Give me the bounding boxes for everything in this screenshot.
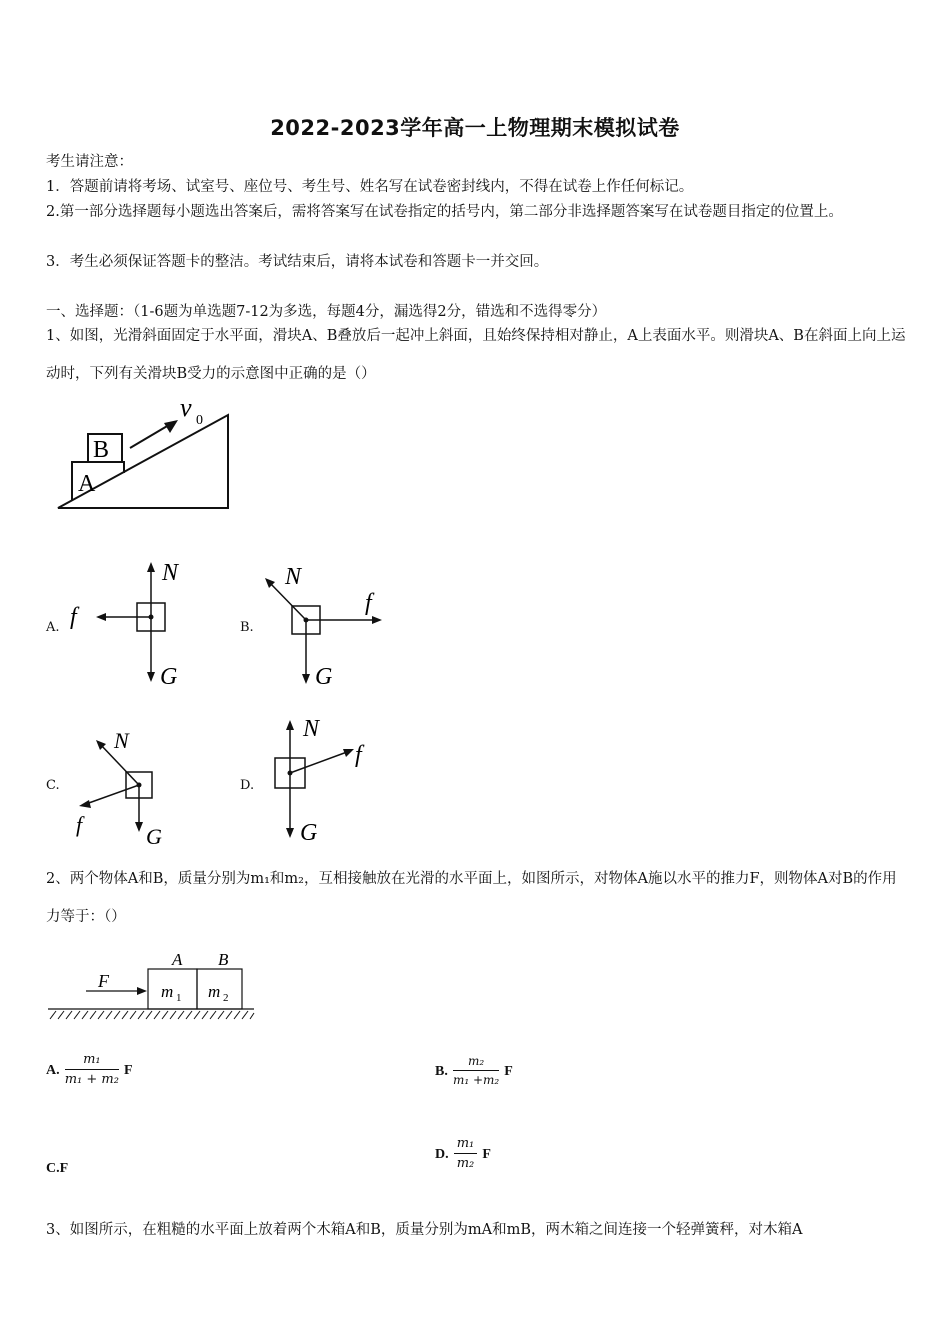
question-3-text: 3、如图所示，在粗糙的水平面上放着两个木箱A和B，质量分别为mA和mB，两木箱之间连接一个轻弹簧秤，对木箱A bbox=[46, 1222, 803, 1238]
fraction bbox=[65, 1052, 119, 1087]
velocity-subscript: 0 bbox=[196, 413, 203, 428]
option-suffix: F bbox=[482, 1147, 491, 1162]
notice-item-1: 1．答题前请将考场、试室号、座位号、考生号、姓名写在试卷密封线内，不得在试卷上作任何标记。 bbox=[46, 179, 694, 195]
fraction-numerator: m₁ bbox=[65, 1052, 119, 1070]
q1-option-c-diagram bbox=[62, 722, 202, 852]
q1-option-b-label: B. bbox=[240, 620, 254, 635]
force-f-label: f bbox=[365, 590, 372, 616]
q1-option-d-label: D. bbox=[240, 778, 255, 793]
fraction-numerator: m₂ bbox=[453, 1054, 499, 1071]
question-1-text: 1、如图，光滑斜面固定于水平面，滑块A、B叠放后一起冲上斜面，且始终保持相对静止，A上表面水平。则滑块A、B在斜面上向上运动时，下列有关滑块B受力的示意图中正确的是（） bbox=[46, 328, 906, 382]
q2-option-b bbox=[435, 1054, 513, 1087]
force-f-label: f bbox=[76, 812, 83, 837]
q1-option-a-label: A. bbox=[46, 620, 60, 635]
option-label: A. bbox=[46, 1063, 60, 1078]
q1-option-c-label: C. bbox=[46, 778, 60, 793]
option-suffix: F bbox=[124, 1063, 133, 1078]
force-g-label: G bbox=[315, 664, 333, 690]
mass-b-label: m bbox=[208, 982, 221, 1001]
q2-option-c: C.F bbox=[46, 1161, 69, 1176]
fraction-numerator: m₁ bbox=[454, 1136, 478, 1154]
force-n-label: N bbox=[162, 560, 179, 586]
q2-option-a bbox=[46, 1052, 133, 1087]
q1-option-b-diagram bbox=[255, 558, 395, 693]
force-g-label: G bbox=[146, 824, 162, 849]
force-g-label: G bbox=[160, 664, 178, 690]
q1-option-d-diagram bbox=[255, 712, 395, 847]
block-a-label: A bbox=[78, 471, 96, 497]
force-n-label: N bbox=[114, 728, 129, 753]
notice-heading: 考生请注意： bbox=[46, 154, 133, 170]
block-a-label: A bbox=[172, 950, 183, 969]
force-f-label: F bbox=[98, 971, 109, 991]
option-label: D. bbox=[435, 1147, 449, 1162]
force-n-label: N bbox=[285, 564, 302, 590]
force-n-label: N bbox=[303, 716, 320, 742]
blocks-on-surface-figure bbox=[46, 945, 261, 1030]
force-f-label: f bbox=[355, 742, 362, 768]
notice-item-2: 2.第一部分选择题每小题选出答案后，需将答案写在试卷指定的括号内，第二部分非选择题答案写在试卷题目指定的位置上。 bbox=[46, 204, 843, 220]
fraction-denominator: m₂ bbox=[456, 1156, 475, 1171]
velocity-label: v bbox=[180, 393, 192, 422]
fraction-denominator: m₁ +m₂ bbox=[452, 1073, 500, 1087]
option-suffix: F bbox=[504, 1064, 513, 1079]
incline-figure bbox=[50, 390, 240, 515]
block-b-label: B bbox=[218, 950, 229, 969]
page-title: 2022-2023学年高一上物理期末模拟试卷 bbox=[270, 116, 680, 140]
option-label: B. bbox=[435, 1064, 448, 1079]
fraction bbox=[454, 1136, 478, 1171]
q1-option-a-diagram bbox=[62, 558, 202, 693]
section-heading: 一、选择题：（1-6题为单选题7-12为多选，每题4分，漏选得2分，错选和不选得零分） bbox=[46, 304, 607, 320]
question-2-text: 2、两个物体A和B，质量分别为m₁和m₂，互相接触放在光滑的水平面上，如图所示，对物体A施以水平的推力F，则物体A对B的作用力等于：（） bbox=[46, 871, 897, 925]
block-b-label: B bbox=[93, 437, 110, 463]
fraction bbox=[453, 1054, 499, 1087]
mass-a-label: m bbox=[161, 982, 174, 1001]
notice-item-3: 3．考生必须保证答题卡的整洁。考试结束后，请将本试卷和答题卡一并交回。 bbox=[46, 254, 549, 270]
mass-b-subscript: 2 bbox=[223, 992, 229, 1004]
q2-option-d bbox=[435, 1136, 491, 1171]
fraction-denominator: m₁ + m₂ bbox=[64, 1072, 119, 1087]
force-f-label: f bbox=[70, 604, 77, 630]
mass-a-subscript: 1 bbox=[176, 992, 182, 1004]
force-g-label: G bbox=[300, 820, 318, 846]
